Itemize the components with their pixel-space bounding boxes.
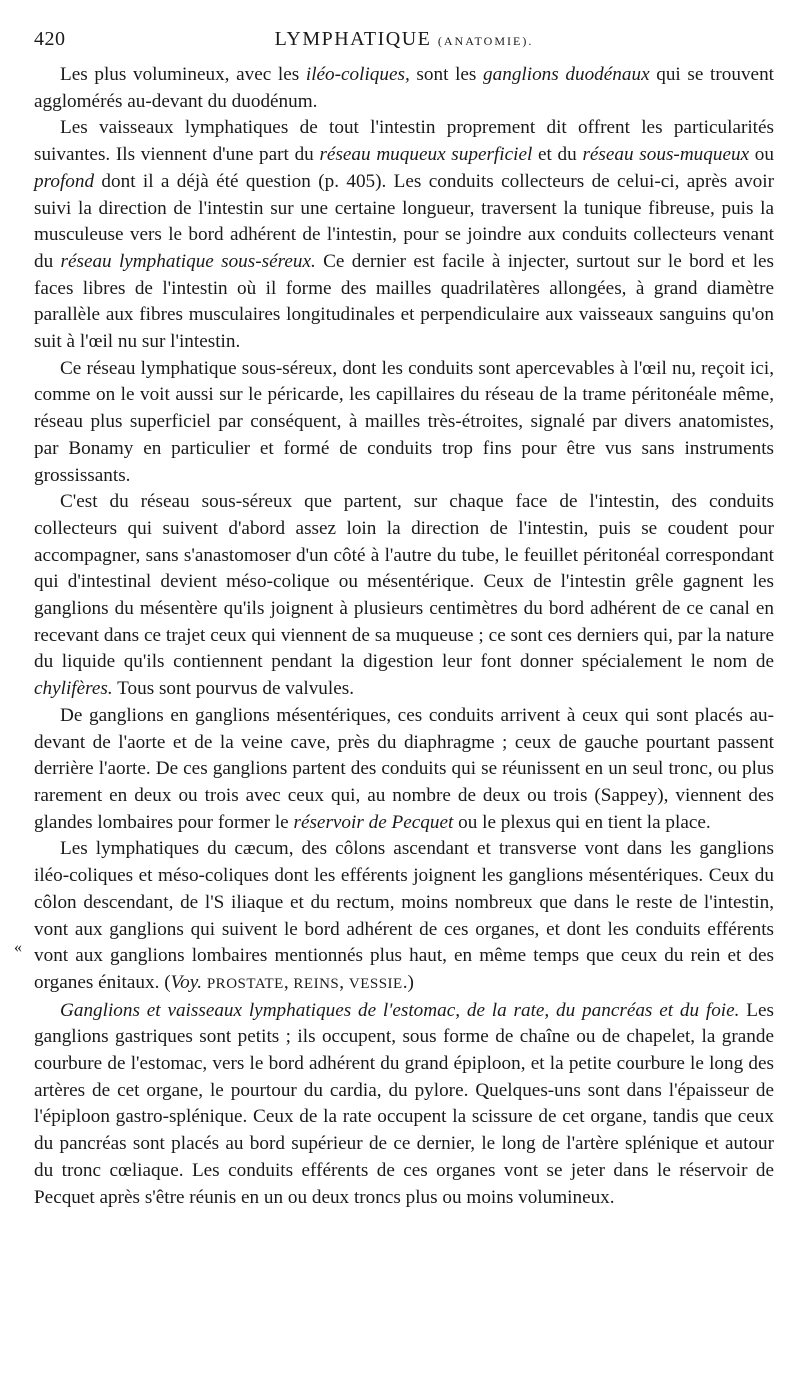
italic-run: réservoir de Pecquet [293,811,454,833]
italic-run: réseau sous-muqueux [582,144,750,166]
paragraph [34,703,774,837]
paragraph [34,836,774,997]
title-text: LYMPHATIQUE [274,28,432,50]
italic-run: iléo-coliques, [305,64,410,85]
text-run: C'est du réseau sous-séreux que partent, sur chaque face de l'intestin, des conduits collecteurs qui suivent d'abord assez loin la direction de l'intestin, puis se coudent pour accompagner, sans s'anastomoser d'un côté à l'autre du tube, le feuillet péritonéal correspondant qui d'intestinal devient méso-colique ou mésentérique. Ceux de l'intestin grêle gagnent les ganglions du mésentère qu'ils joignent à plusieurs centimètres du bord adhérent de ce canal en recevant dans ce trajet ceux qui viennent de sa muqueuse ; ce sont ces derniers qui, par la nature du liquide qu'ils contiennent pendant la digestion leur font donner spécialement le nom de [34,491,774,673]
paragraph [34,62,774,115]
text-run: Les ganglions gastriques sont petits ; ils occupent, sous forme de chaîne ou de chapelet, la grande courbure de l'estomac, vers le bord adhérent du grand épiploon, et la petite courbure le long des artères de cet organe, le pourtour du cardia, du pylore. Quelques-uns sont dans l'épaisseur de l'épiploon gastro-splénique. Ceux de la rate occupent la scissure de cet organe, tandis que ceux du pancréas sont placés au bord supérieur de ce dernier, le long de l'artère splénique et autour du tronc cœliaque. Les conduits efférents de ces organes vont se jeter dans le réservoir de Pecquet après s'être réunis en un ou deux troncs plus ou moins volumineux. [34,999,774,1208]
page-number: 420 [34,28,66,50]
text-run: Ce dernier est facile à injecter, surtout sur le bord et les faces libres de l'intestin où il forme des mailles quadrilatères allongées, à grand diamètre parallèle aux fibres musculaires longitudinales et perpendiculaire aux vaisseaux sanguins qu'on suit à l'œil nu sur l'intestin. [34,250,775,353]
text-run: .) [402,971,414,993]
text-run: , [339,971,349,993]
margin-mark: « [14,939,22,956]
text-run: Les plus volumineux, avec les [60,64,306,85]
text-run: qui se trouvent agglomérés au-devant du duodénum. [34,64,774,112]
paragraph [34,356,774,490]
text-run: Les vaisseaux lymphatiques de tout l'intestin proprement dit offrent les particularités suivantes. Ils viennent d'une part du [34,117,774,166]
text-run: ou [749,144,774,166]
text-run: Tous sont pourvus de valvules. [112,678,355,700]
italic-run: profond [34,170,95,192]
small-caps-run: PROSTATE [206,975,284,992]
text-run: Ce réseau lymphatique sous-séreux, dont les conduits sont apercevables à l'œil nu, reçoit ici, comme on le voit aussi sur le péricarde, les capillaires du réseau de la trame péritonéale même, réseau plus superficiel par conséquent, à mailles très-étroites, signalé par divers anatomistes, par Bonamy en particulier et formé de conduits trop fins pour être vus sans instruments grossissants. [34,357,774,486]
text-run: sont les [409,64,484,85]
small-caps-run: VESSIE [348,975,403,992]
italic-run: réseau lymphatique sous-séreux. [60,250,316,272]
paragraph [34,489,774,703]
text-run: dont il a déjà été question (p. 405). Les conduits collecteurs de celui-ci, après avoir suivi la direction de l'intestin sur une certaine longueur, traversent la tunique fibreuse, puis la musculeuse vers le bord adhérent de l'intestin, pour se joindre aux conduits collecteurs venant du [34,170,774,272]
text-run: ou le plexus qui en tient la place. [453,811,711,833]
italic-run: réseau muqueux superficiel [319,144,533,166]
italic-run: Voy. [170,971,203,993]
paragraph [34,115,774,355]
italic-run: chylifères. [34,678,113,700]
running-title [34,28,774,51]
italic-run: Ganglions et vaisseaux lymphatiques de l'estomac, de la rate, du pancréas et du foie. [60,999,740,1021]
page [34,28,774,1211]
text-run: De ganglions en ganglions mésentériques, ces conduits arrivent à ceux qui sont placés au-devant de l'aorte et de la veine cave, près du diaphragme ; ceux de gauche pourtant passent derrière l'aorte. De ces ganglions partent des conduits qui se réunissent en un seul tronc, ou plus rarement en deux ou trois avec ceux qui, au nombre de deux ou trois (Sappey), viennent des glandes lombaires pour former le [34,704,774,833]
running-head [34,28,774,58]
text-run: , [283,971,294,993]
italic-run: ganglions duodénaux [483,64,650,85]
title-subtitle: (ANATOMIE). [437,34,534,48]
text-run: Les lymphatiques du cæcum, des côlons ascendant et transverse vont dans les ganglions iléo-coliques et méso-coliques dont les efférents joignent les ganglions mésentériques. Ceux du côlon descendant, de l'S iliaque et du rectum, moins nombreux que dans le reste de l'intestin, vont aux ganglions qui suivent le bord adhérent de ces organes, et dont les conduits efférents vont aux ganglions lombaires mentionnés plus haut, en même temps que ceux du rein et des organes énitaux. ( [34,838,774,993]
small-caps-run: REINS [293,975,340,992]
body-text [34,62,774,1211]
paragraph [34,998,774,1212]
text-run: et du [532,144,583,166]
